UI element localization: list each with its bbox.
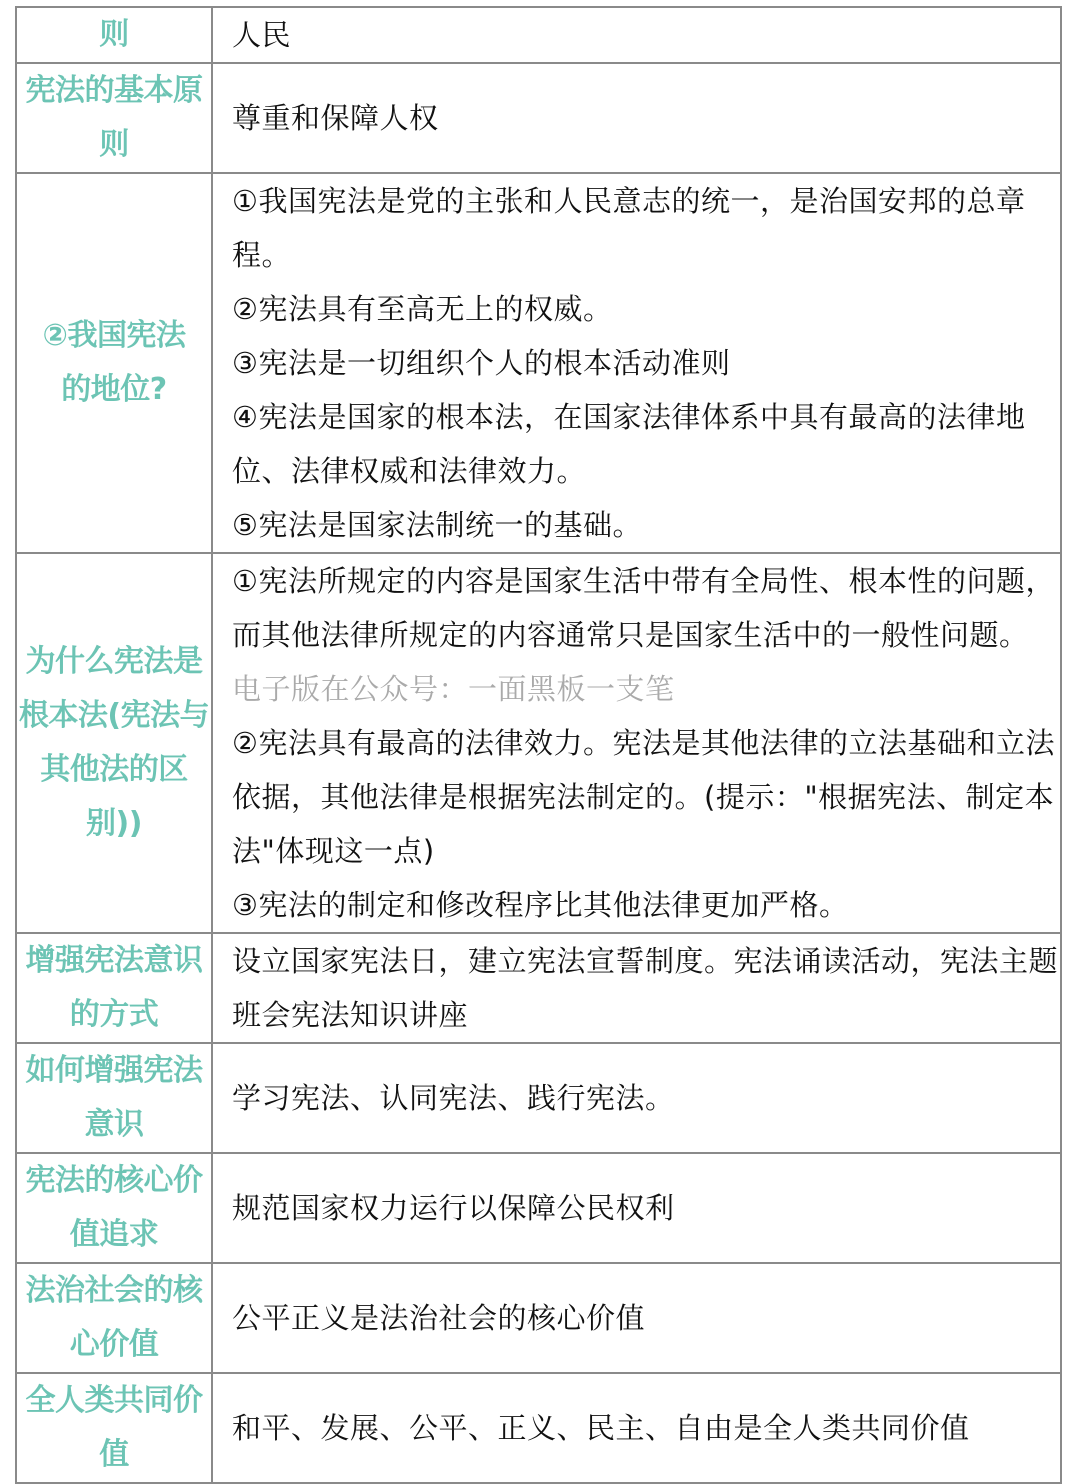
row-key: ②我国宪法的地位? bbox=[16, 173, 212, 553]
value-text: ⑤宪法是国家法制统一的基础。 bbox=[232, 508, 642, 542]
value-text: ③宪法是一切组织个人的根本活动准则 bbox=[232, 346, 731, 380]
table-row bbox=[16, 553, 1061, 933]
row-value bbox=[212, 63, 1061, 173]
table-row bbox=[16, 1043, 1061, 1153]
row-value bbox=[212, 1153, 1061, 1263]
value-text: 设立国家宪法日，建立宪法宣誓制度。宪法诵读活动，宪法主题班会宪法知识讲座 bbox=[232, 944, 1059, 1032]
value-text: ③宪法的制定和修改程序比其他法律更加严格。 bbox=[232, 888, 849, 922]
row-key: 则 bbox=[16, 7, 212, 63]
row-key: 为什么宪法是根本法(宪法与其他法的区别)) bbox=[16, 553, 212, 933]
row-value bbox=[212, 1043, 1061, 1153]
row-value bbox=[212, 553, 1061, 933]
table-row bbox=[16, 173, 1061, 553]
table-row bbox=[16, 1263, 1061, 1373]
value-text: ④宪法是国家的根本法，在国家法律体系中具有最高的法律地位、法律权威和法律效力。 bbox=[232, 400, 1026, 488]
row-key: 宪法的基本原则 bbox=[16, 63, 212, 173]
value-text: 规范国家权力运行以保障公民权利 bbox=[232, 1191, 675, 1225]
row-value bbox=[212, 173, 1061, 553]
value-text: 人民 bbox=[232, 18, 292, 52]
row-key: 增强宪法意识的方式 bbox=[16, 933, 212, 1043]
row-key: 如何增强宪法意识 bbox=[16, 1043, 212, 1153]
row-key: 法治社会的核心价值 bbox=[16, 1263, 212, 1373]
table-row bbox=[16, 1373, 1061, 1483]
value-text: 公平正义是法治社会的核心价值 bbox=[232, 1301, 646, 1335]
value-text: ②宪法具有最高的法律效力。宪法是其他法律的立法基础和立法依据，其他法律是根据宪法制定的。(提示："根据宪法、制定本法"体现这一点) bbox=[232, 726, 1055, 868]
table-row bbox=[16, 7, 1061, 63]
row-value bbox=[212, 1263, 1061, 1373]
value-text: 和平、发展、公平、正义、民主、自由是全人类共同价值 bbox=[232, 1411, 970, 1445]
row-value bbox=[212, 7, 1061, 63]
row-value bbox=[212, 933, 1061, 1043]
table-row bbox=[16, 933, 1061, 1043]
table-row bbox=[16, 63, 1061, 173]
row-value bbox=[212, 1373, 1061, 1483]
watermark-text: 电子版在公众号：一面黑板一支笔 bbox=[232, 672, 675, 706]
constitution-summary-table bbox=[15, 6, 1062, 1484]
table-row bbox=[16, 1153, 1061, 1263]
value-text: 尊重和保障人权 bbox=[232, 101, 439, 135]
row-key: 全人类共同价值 bbox=[16, 1373, 212, 1483]
row-key: 宪法的核心价值追求 bbox=[16, 1153, 212, 1263]
value-text: ②宪法具有至高无上的权威。 bbox=[232, 292, 613, 326]
value-text: ①我国宪法是党的主张和人民意志的统一，是治国安邦的总章程。 bbox=[232, 184, 1026, 272]
value-text: ①宪法所规定的内容是国家生活中带有全局性、根本性的问题，而其他法律所规定的内容通常只是国家生活中的一般性问题。 bbox=[232, 564, 1055, 652]
value-text: 学习宪法、认同宪法、践行宪法。 bbox=[232, 1081, 675, 1115]
